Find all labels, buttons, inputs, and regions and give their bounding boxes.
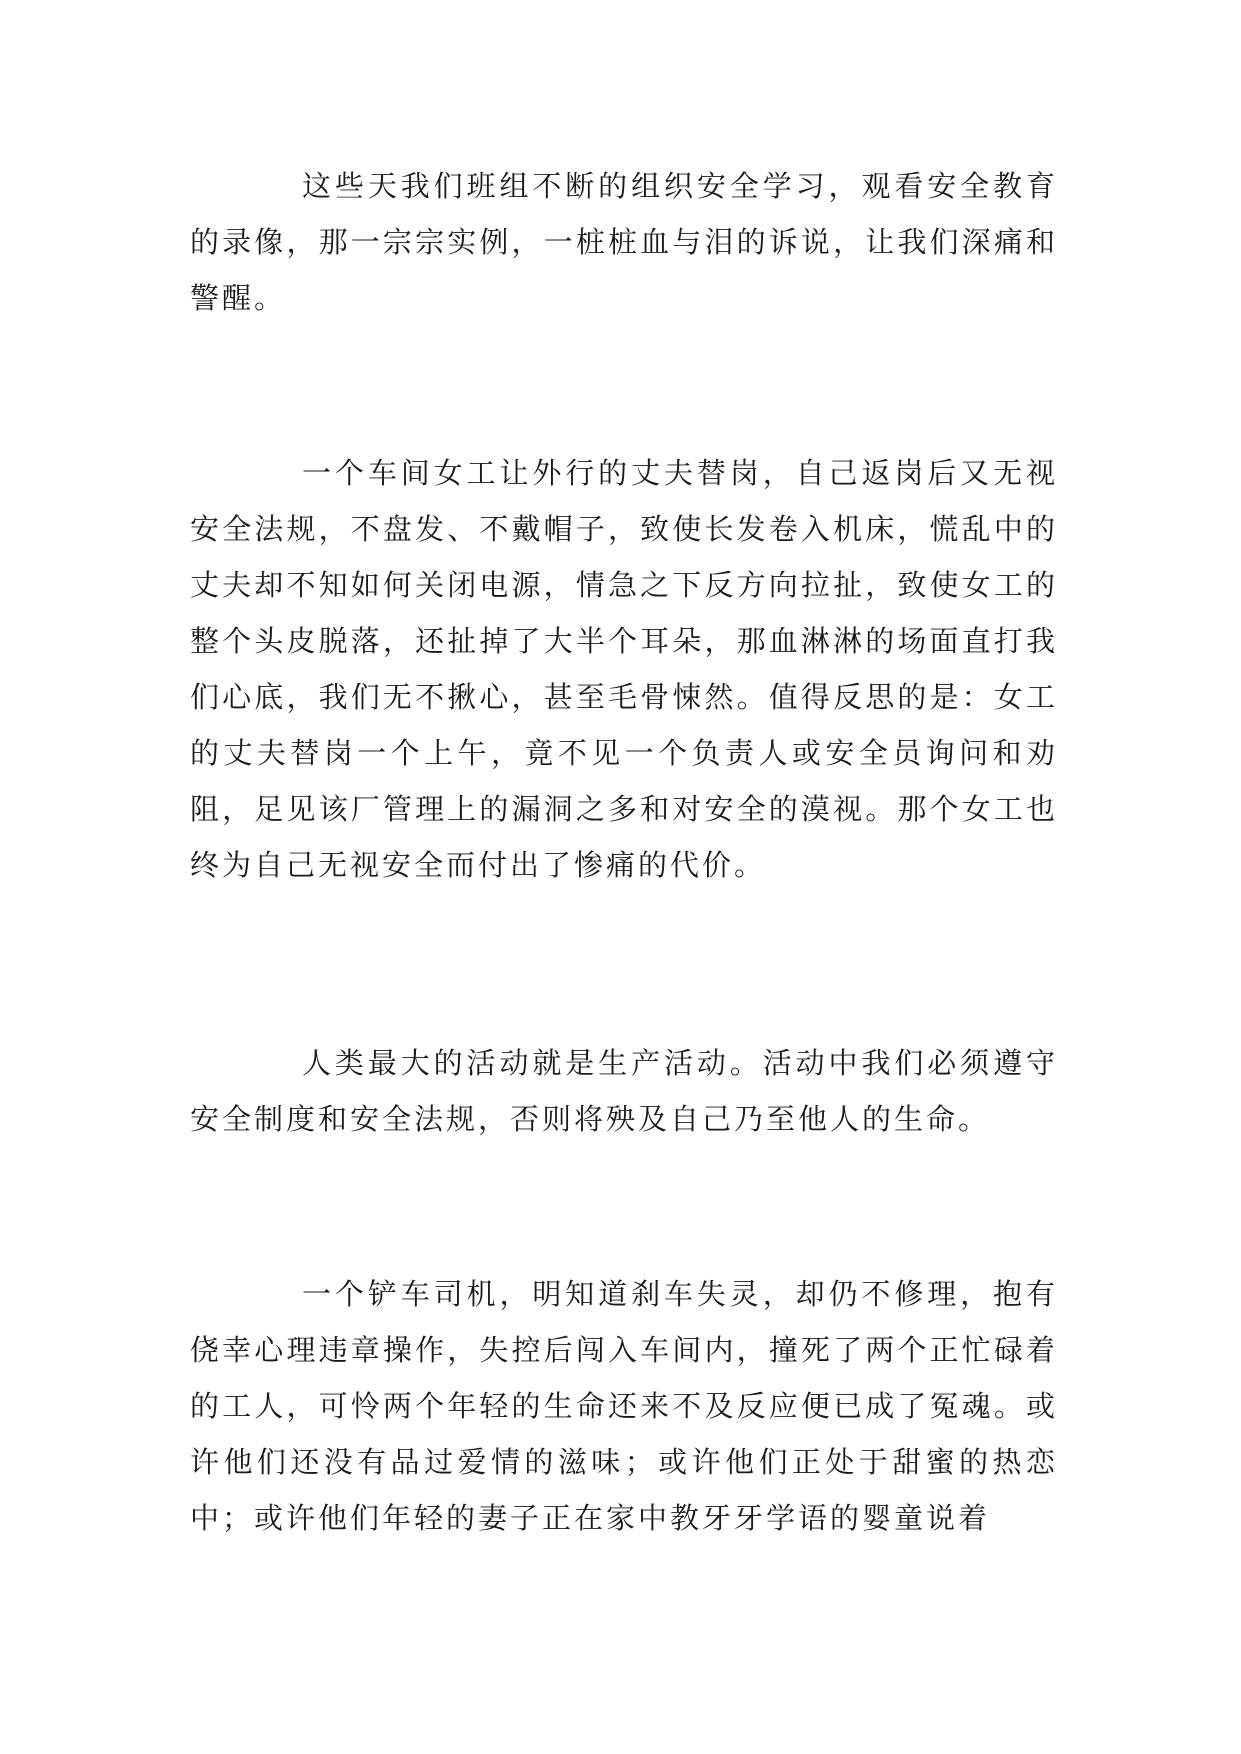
paragraph-forklift-incident: 一个铲车司机，明知道刹车失灵，却仍不修理，抱有侥幸心理违章操作，失控后闯入车间内，撞死了两个正忙碌着的工人，可怜两个年轻的生命还来不及反应便已成了冤魂。或许他们还没有品过爱情的滋味；或许他们正处于甜蜜的热恋中；或许他们年轻的妻子正在家中教牙牙学语的婴童说着 xyxy=(190,1277,1058,1535)
paragraph-study-session: 这些天我们班组不断的组织安全学习，观看安全教育的录像，那一宗宗实例，一桩桩血与泪的诉说，让我们深痛和警醒。 xyxy=(190,169,1058,315)
paragraph-production-safety: 人类最大的活动就是生产活动。活动中我们必须遵守安全制度和安全法规，否则将殃及自己乃至他人的生命。 xyxy=(190,1046,1058,1136)
paragraph-female-worker-incident: 一个车间女工让外行的丈夫替岗，自己返岗后又无视安全法规，不盘发、不戴帽子，致使长发卷入机床，慌乱中的丈夫却不知如何关闭电源，情急之下反方向拉扯，致使女工的整个头皮脱落，还扯掉了大半个耳朵，那血淋淋的场面直打我们心底，我们无不揪心，甚至毛骨悚然。值得反思的是：女工的丈夫替岗一个上午，竟不见一个负责人或安全员询问和劝阻，足见该厂管理上的漏洞之多和对安全的漠视。那个女工也终为自己无视安全而付出了惨痛的代价。 xyxy=(190,456,1058,882)
